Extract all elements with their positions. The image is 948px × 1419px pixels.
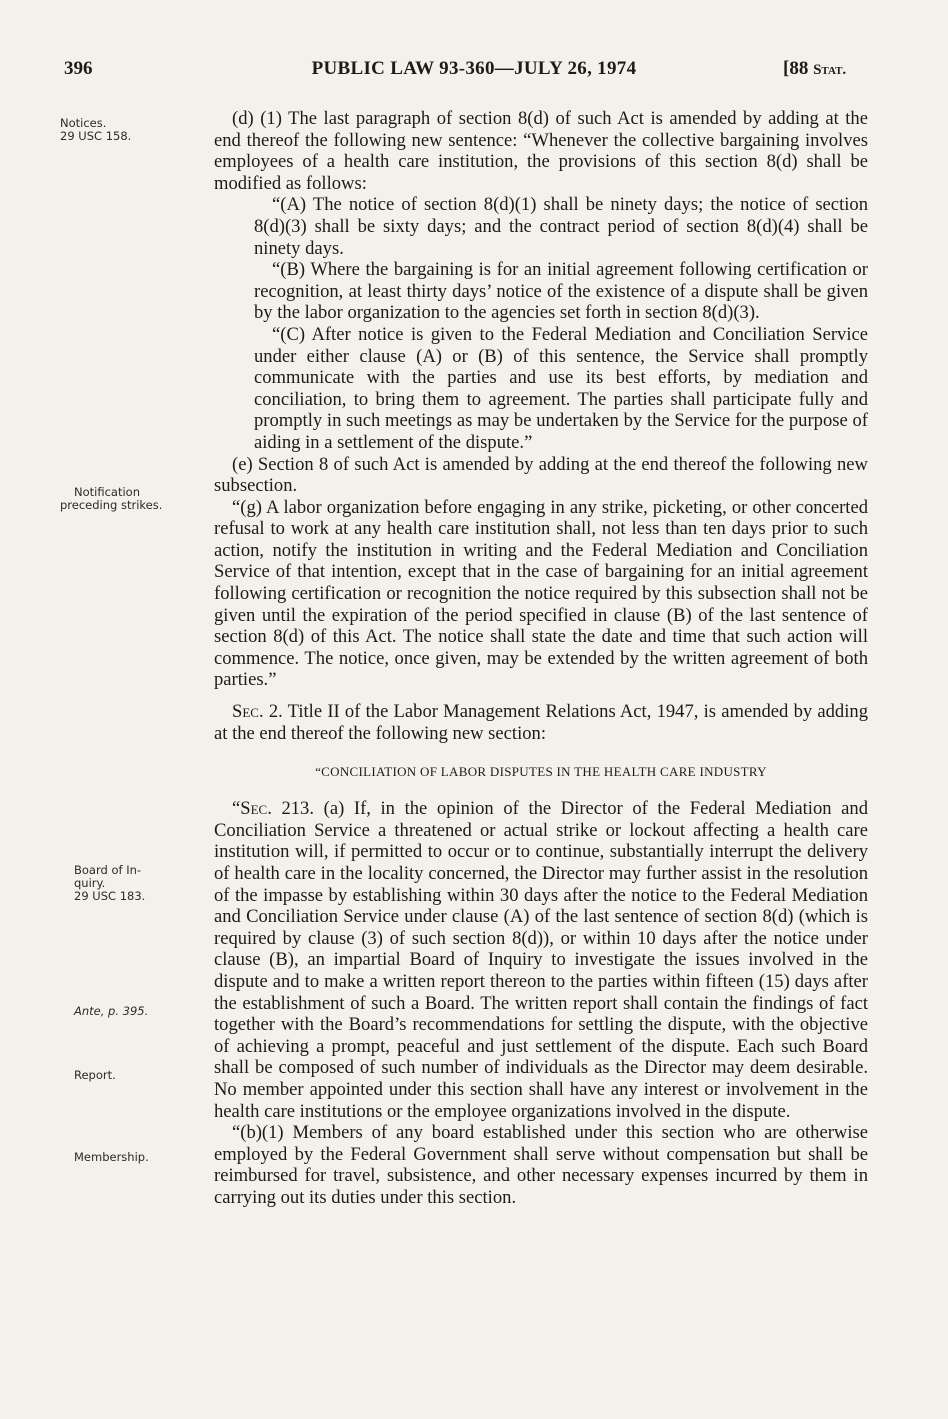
body-text (214, 108, 868, 1209)
paragraph-sec-2 (214, 701, 868, 744)
margin-note-usc-183: 29 USC 183. (74, 889, 146, 903)
page-title: PUBLIC LAW 93-360—JULY 26, 1974 (311, 58, 637, 79)
margin-note-membership: Membership. (74, 1150, 149, 1164)
statute-prefix: [88 (783, 58, 814, 79)
sec-213-label: “Sec. 213. (232, 798, 315, 820)
paragraph-clause-c: “(C) After notice is given to the Federal Mediation and Conciliation Service under either clause (A) or (B) of this sentence, the Service shall promptly communicate with the parties and use its best efforts, by mediation and conciliation, to bring them to agreement. The parties shall participate fully and promptly in such meetings as may be undertaken by the Service for the purpose of aiding in a settlement of the dispute.” (254, 323, 868, 453)
statute-word: Stat. (813, 62, 847, 78)
paragraph-sec-213 (214, 798, 868, 1122)
margin-note-notification (60, 486, 192, 512)
sec-2-text: Title II of the Labor Management Relations Act, 1947, is amended by adding at the end thereof the following new section: (214, 701, 868, 744)
page-number: 396 (64, 58, 93, 79)
clause-block (254, 194, 868, 453)
paragraph-b1: “(b)(1) Members of any board established under this section who are otherwise employed by the Federal Government shall serve without compensation but shall be reimbursed for travel, subsistence, and other necessary expenses incurred by them in carrying out its duties under this section. (214, 1122, 868, 1208)
paragraph-clause-b: “(B) Where the bargaining is for an initial agreement following certification or recognition, at least thirty days’ notice of the existence of a dispute shall be given by the labor organization to the agencies set forth in section 8(d)(3). (254, 259, 868, 324)
statute-reference (783, 58, 846, 80)
margin-note-quiry: quiry. (74, 876, 106, 890)
sec-213-text: (a) If, in the opinion of the Director of the Federal Mediation and Conciliation Service a threatened or actual strike or lockout affecting a health care institution will, if permitted to occur or to continue, substantially interrupt the delivery of health care in the locality concerned, the Director may further assist in the resolution of the impasse by establishing within 30 days after the notice to the Federal Mediation and Conciliation Service under clause (A) of the last sentence of section 8(d) (which is required by clause (3) of such section 8(d)), or within 10 days after the notice under clause (B), an impartial Board of Inquiry to investigate the issues involved in the dispute and to make a written report thereon to the parties within fifteen (15) days after the establishment of such a Board. The written report shall contain the findings of fact together with the Board’s recommendations for settling the dispute, with the objective of achieving a prompt, peaceful and just settlement of the dispute. Each such Board shall be composed of such number of individuals as the Director may deem desirable. No member appointed under this section shall have any interest or involvement in the health care institutions or the employee organizations involved in the dispute. (214, 798, 868, 1122)
sec-2-label: Sec. 2. (232, 701, 283, 723)
margin-note-report: Report. (74, 1068, 116, 1082)
paragraph-e: (e) Section 8 of such Act is amended by adding at the end thereof the following new subsection. (214, 453, 868, 497)
margin-note-ante: Ante, p. 395. (74, 1004, 149, 1018)
paragraph-d1: (d) (1) The last paragraph of section 8(d) of such Act is amended by adding at the end thereof the following new sentence: “Whenever the collective bargaining involves employees of a health care institution, the provisions of this section 8(d) shall be modified as follows: (214, 108, 868, 194)
paragraph-g: “(g) A labor organization before engaging in any strike, picketing, or other concerted refusal to work at any health care institution shall, not less than ten days prior to such action, notify the institution in writing and the Federal Mediation and Conciliation Service of that intention, except that in the case of bargaining for an initial agreement following certification or recognition the notice required by this subsection shall not be given until the expiration of the period specified in clause (B) of the last sentence of section 8(d) of this Act. The notice shall state the date and time that such action will commence. The notice, once given, may be extended by the written agreement of both parties.” (214, 496, 868, 691)
paragraph-clause-a: “(A) The notice of section 8(d)(1) shall be ninety days; the notice of section 8(d)(3) shall be sixty days; and the contract period of section 8(d)(4) shall be ninety days. (254, 194, 868, 259)
margin-note-board-of-inquiry (60, 864, 192, 903)
section-heading: “CONCILIATION OF LABOR DISPUTES IN THE HEALTH CARE INDUSTRY (315, 764, 767, 780)
margin-note-board-of: Board of In- (74, 863, 142, 877)
margin-note-notices (60, 117, 192, 143)
margin-note-notification-label: Notification (74, 485, 140, 499)
margin-note-usc-158: 29 USC 158. (60, 129, 132, 143)
margin-note-notices-label: Notices. (60, 116, 107, 130)
margin-note-preceding-strikes: preceding strikes. (60, 498, 163, 512)
